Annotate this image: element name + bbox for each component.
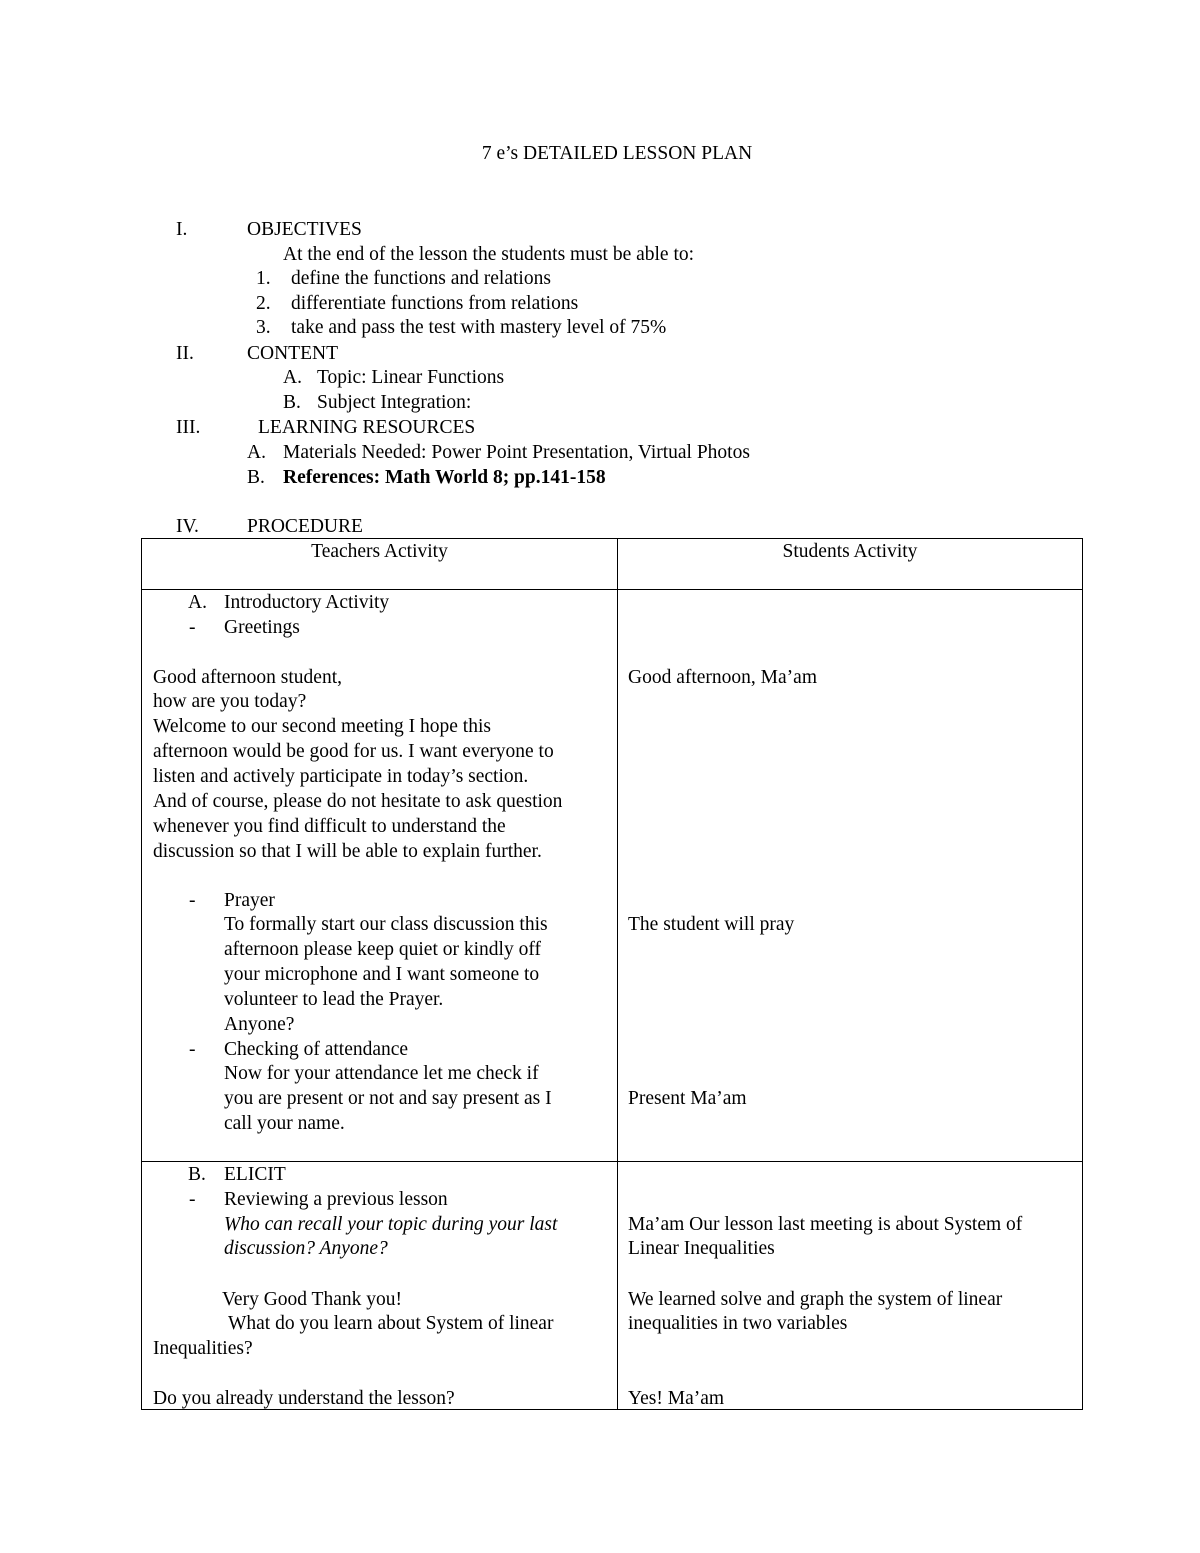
introductory-activity-title: Introductory Activity (224, 592, 390, 613)
teacher-cell-elicit (142, 1162, 618, 1410)
content-heading: CONTENT (247, 343, 338, 364)
prayer-text-line: afternoon please keep quiet or kindly off (224, 939, 541, 960)
content-item: Topic: Linear Functions (317, 367, 505, 388)
header-cell-teacher (142, 539, 618, 590)
content-letter: A. (283, 367, 302, 388)
attendance-reply: Present Ma’am (628, 1088, 747, 1109)
greeting-text-line: Good afternoon student, (153, 667, 343, 688)
procedure-heading: PROCEDURE (247, 516, 363, 537)
objective-item: differentiate functions from relations (291, 293, 579, 314)
content-item: Subject Integration: (317, 392, 472, 413)
student-cell-introductory (618, 590, 1083, 1162)
section-letter: A. (188, 592, 207, 613)
elicit-title: ELICIT (224, 1164, 286, 1185)
table-row (142, 590, 1083, 1162)
very-good-text: Very Good Thank you! (222, 1289, 402, 1310)
learned-reply-line: We learned solve and graph the system of linear (628, 1289, 1003, 1310)
procedure-table (141, 538, 1083, 1410)
objective-item: take and pass the test with mastery level of 75% (291, 317, 667, 338)
greeting-text-line: discussion so that I will be able to explain further. (153, 841, 542, 862)
procedure-numeral: IV. (176, 516, 199, 537)
recall-reply-line: Linear Inequalities (628, 1238, 775, 1259)
page-title: 7 e’s DETAILED LESSON PLAN (481, 143, 753, 164)
prayer-text-line: Anyone? (224, 1014, 295, 1035)
resources-letter: B. (247, 467, 265, 488)
greeting-text-line: Welcome to our second meeting I hope this (153, 716, 491, 737)
references-item: References: Math World 8; pp.141-158 (283, 467, 606, 488)
greeting-text-line: And of course, please do not hesitate to ask question (153, 791, 563, 812)
dash-bullet: - (189, 890, 196, 911)
learn-question-line: What do you learn about System of linear (228, 1313, 554, 1334)
objective-number: 1. (256, 268, 271, 289)
table-row (142, 1162, 1083, 1410)
attendance-label: Checking of attendance (224, 1039, 409, 1060)
attendance-text-line: you are present or not and say present as I (224, 1088, 552, 1109)
prayer-reply: The student will pray (628, 914, 795, 935)
dash-bullet: - (189, 1039, 196, 1060)
teachers-activity-header: Teachers Activity (311, 541, 448, 562)
content-letter: B. (283, 392, 301, 413)
recall-question-line: Who can recall your topic during your last (224, 1214, 558, 1235)
learned-reply-line: inequalities in two variables (628, 1313, 848, 1334)
learn-question-line: Inequalities? (153, 1338, 253, 1359)
prayer-text-line: your microphone and I want someone to (224, 964, 540, 985)
recall-reply-line: Ma’am Our lesson last meeting is about System of (628, 1214, 1023, 1235)
attendance-text-line: Now for your attendance let me check if (224, 1063, 539, 1084)
greetings-label: Greetings (224, 617, 300, 638)
greeting-text-line: how are you today? (153, 691, 307, 712)
resources-numeral: III. (176, 417, 201, 438)
student-cell-elicit (618, 1162, 1083, 1410)
objectives-intro: At the end of the lesson the students must be able to: (283, 244, 695, 265)
yes-reply: Yes! Ma’am (628, 1388, 725, 1409)
objective-number: 2. (256, 293, 271, 314)
objective-number: 3. (256, 317, 271, 338)
section-letter: B. (188, 1164, 206, 1185)
table-header-row (142, 539, 1083, 590)
header-cell-student (618, 539, 1083, 590)
students-activity-header: Students Activity (782, 541, 918, 562)
prayer-text-line: volunteer to lead the Prayer. (224, 989, 444, 1010)
understand-question: Do you already understand the lesson? (153, 1388, 455, 1409)
content-numeral: II. (176, 343, 194, 364)
attendance-text-line: call your name. (224, 1113, 345, 1134)
greeting-text-line: listen and actively participate in today’s section. (153, 766, 529, 787)
recall-question-line: discussion? Anyone? (224, 1238, 388, 1259)
objective-item: define the functions and relations (291, 268, 551, 289)
greeting-text-line: afternoon would be good for us. I want everyone to (153, 741, 554, 762)
resources-letter: A. (247, 442, 266, 463)
review-label: Reviewing a previous lesson (224, 1189, 448, 1210)
prayer-text-line: To formally start our class discussion this (224, 914, 548, 935)
prayer-label: Prayer (224, 890, 275, 911)
resources-item: Materials Needed: Power Point Presentation, Virtual Photos (283, 442, 750, 463)
dash-bullet: - (189, 617, 196, 638)
resources-heading: LEARNING RESOURCES (258, 417, 476, 438)
greeting-text-line: whenever you find difficult to understand the (153, 816, 506, 837)
objectives-heading: OBJECTIVES (247, 219, 362, 240)
teacher-cell-introductory (142, 590, 618, 1162)
objectives-numeral: I. (176, 219, 188, 240)
greeting-reply: Good afternoon, Ma’am (628, 667, 817, 688)
dash-bullet: - (189, 1189, 196, 1210)
